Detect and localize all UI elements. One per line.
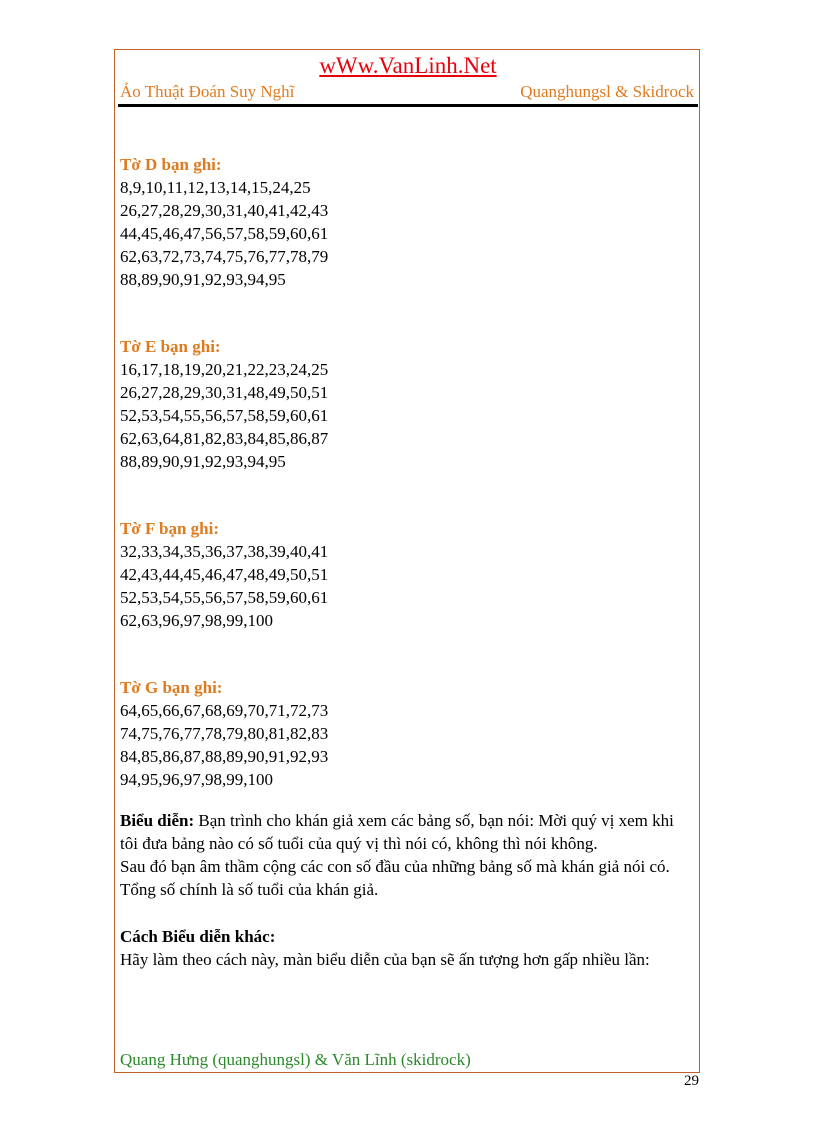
section-heading: Tờ G bạn ghi: [120, 678, 223, 697]
number-line: 26,27,28,29,30,31,40,41,42,43 [120, 201, 329, 220]
number-line: 88,89,90,91,92,93,94,95 [120, 452, 286, 471]
alternate-text: Hãy làm theo cách này, màn biểu diễn của bạn sẽ ấn tượng hơn gấp nhiều lần: [120, 950, 650, 969]
number-line: 74,75,76,77,78,79,80,81,82,83 [120, 724, 329, 743]
number-line: 26,27,28,29,30,31,48,49,50,51 [120, 383, 329, 402]
number-line: 84,85,86,87,88,89,90,91,92,93 [120, 747, 329, 766]
page-number: 29 [684, 1073, 699, 1089]
alternate-heading: Cách Biểu diễn khác: [120, 927, 276, 946]
number-line: 62,63,64,81,82,83,84,85,86,87 [120, 429, 329, 448]
number-line: 94,95,96,97,98,99,100 [120, 770, 273, 789]
number-line: 32,33,34,35,36,37,38,39,40,41 [120, 542, 329, 561]
section-heading: Tờ E bạn ghi: [120, 337, 221, 356]
number-line: 88,89,90,91,92,93,94,95 [120, 270, 286, 289]
number-line: 62,63,72,73,74,75,76,77,78,79 [120, 247, 329, 266]
performance-text: Bạn trình cho khán giả xem các bảng số, bạn nói: Mời quý vị xem khi tôi đưa bảng nào có số tuổi của quý vị thì nói có, không thì nói không. [120, 811, 674, 853]
footer-credit: Quang Hưng (quanghungsl) & Văn Lĩnh (skidrock) [120, 1050, 471, 1069]
document-title: Ảo Thuật Đoán Suy Nghĩ [120, 82, 295, 101]
alternate-section [120, 925, 690, 971]
number-line: 52,53,54,55,56,57,58,59,60,61 [120, 406, 329, 425]
header-divider [118, 104, 698, 107]
number-line: 16,17,18,19,20,21,22,23,24,25 [120, 360, 329, 379]
section-d [120, 153, 690, 291]
section-heading: Tờ D bạn ghi: [120, 155, 222, 174]
section-g [120, 676, 690, 791]
number-line: 62,63,96,97,98,99,100 [120, 611, 273, 630]
number-line: 42,43,44,45,46,47,48,49,50,51 [120, 565, 329, 584]
number-line: 64,65,66,67,68,69,70,71,72,73 [120, 701, 329, 720]
number-line: 44,45,46,47,56,57,58,59,60,61 [120, 224, 329, 243]
number-line: 8,9,10,11,12,13,14,15,24,25 [120, 178, 311, 197]
section-f [120, 517, 690, 632]
number-line: 52,53,54,55,56,57,58,59,60,61 [120, 588, 329, 607]
performance-paragraph [120, 809, 690, 855]
performance-label: Biểu diễn: [120, 811, 195, 830]
site-link[interactable]: wWw.VanLinh.Net [319, 53, 497, 78]
header-authors: Quanghungsl & Skidrock [520, 82, 694, 101]
page-content [120, 153, 690, 971]
section-heading: Tờ F bạn ghi: [120, 519, 220, 538]
performance-paragraph-2: Sau đó bạn âm thầm cộng các con số đầu của những bảng số mà khán giả nói có. Tổng số chính là số tuổi của khán giả. [120, 857, 670, 899]
section-e [120, 335, 690, 473]
